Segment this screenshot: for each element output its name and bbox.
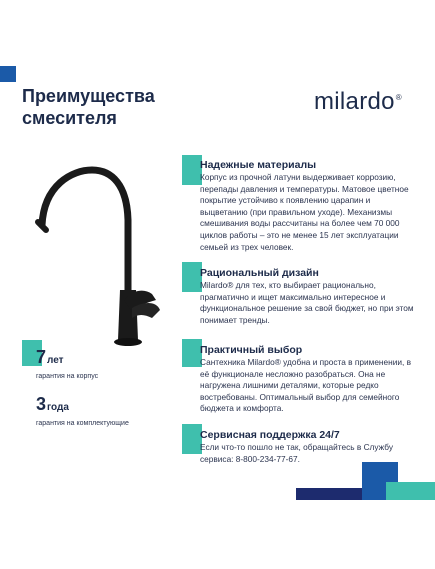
decor-bar-teal	[386, 482, 435, 500]
faucet-illustration	[32, 150, 182, 380]
feature-title: Практичный выбор	[200, 344, 303, 356]
stat-warranty-parts	[36, 394, 176, 427]
stat-caption: гарантия на корпус	[36, 373, 99, 380]
feature-text: Milardo® для тех, кто выбирает рационально, прагматично и ищет максимально интересное и функциональное решение за свой бюджет, но при этом понимает тренды.	[200, 280, 414, 325]
stat-warranty-body	[36, 347, 176, 380]
feature-title: Сервисная поддержка 24/7	[200, 429, 340, 441]
feature-title: Надежные материалы	[200, 159, 317, 171]
stat-number: 7	[36, 347, 47, 367]
brand-logo-text: milardo	[314, 88, 395, 115]
stat-caption: гарантия на комплектующие	[36, 420, 129, 427]
feature-reliable-materials	[200, 158, 420, 253]
page-title	[22, 85, 222, 129]
feature-rational-design	[200, 266, 420, 326]
teal-accent-3	[182, 339, 202, 367]
brand-logo	[314, 88, 402, 116]
teal-accent-2	[182, 262, 202, 292]
feature-title: Рациональный дизайн	[200, 267, 319, 279]
feature-practical-choice	[200, 343, 420, 415]
stat-value	[36, 394, 176, 418]
stat-value	[36, 347, 176, 371]
feature-service-support	[200, 428, 420, 465]
registered-mark: ®	[395, 93, 402, 102]
stat-unit: года	[47, 402, 69, 413]
blue-accent-square	[0, 66, 16, 82]
stat-number: 3	[36, 394, 47, 414]
teal-accent-1	[182, 155, 202, 185]
stat-unit: лет	[47, 355, 64, 366]
page-title-line-1: Преимущества	[22, 86, 155, 106]
faucet-spout	[42, 170, 128, 290]
feature-text: Корпус из прочной латуни выдерживает коррозию, перепады давления и температуры. Матовое цветное покрытие устойчиво к появлению царапин и выцветанию (при правильном уходе). Механизмы смешивания воды рассчитаны на более чем 70 000 циклов работы – это не менее 15 лет эксплуатации семьей из трех человек.	[200, 172, 409, 252]
faucet-base	[114, 338, 142, 346]
feature-text: Сантехника Milardo® удобна и проста в применении, в её функционале несложно разобраться. Она не нагружена лишними деталями, которые редко востребованы. Оптимальный выбор для семейного бюджета и комфорта.	[200, 357, 411, 414]
feature-text: Если что-то пошло не так, обращайтесь в Службу сервиса: 8-800-234-77-67.	[200, 442, 393, 464]
page-title-line-2: смесителя	[22, 108, 117, 128]
teal-accent-4	[182, 424, 202, 454]
